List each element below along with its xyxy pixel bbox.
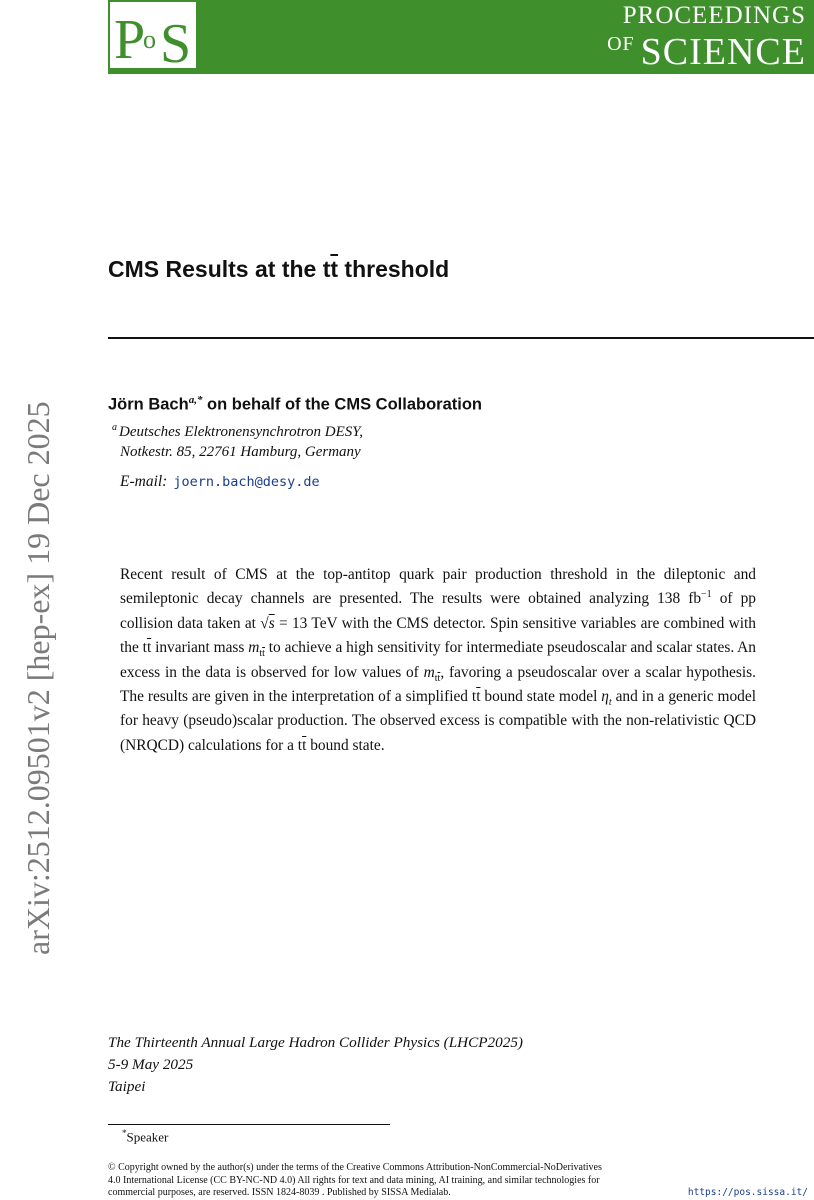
science-label: SCIENCE [640, 31, 806, 73]
abstract-text: Recent result of CMS at the top-antitop quark pair production threshold in the dileptonic and semileptonic decay channels are presented. The results were obtained analyzing 138 fb [120, 566, 756, 608]
abstract-sub-t: t [434, 672, 438, 684]
abstract-tbar: $\overline{t}$ [476, 688, 481, 706]
abstract-text: bound state model [480, 688, 602, 706]
abstract-text: to achieve a high sensitivity for intermediate pseudoscalar and scalar states. An excess in the data is observed for low values of [120, 639, 756, 681]
paper-title [108, 256, 449, 283]
logo-letter-o: o [143, 25, 156, 54]
abstract-math-s: s [268, 614, 275, 632]
email-label: E-mail: [120, 473, 168, 490]
title-divider [108, 337, 814, 339]
footnote-text: Speaker [126, 1129, 169, 1145]
affiliation-line-1 [112, 422, 363, 441]
conference-dates: 5-9 May 2025 [108, 1056, 194, 1073]
conference-place: Taipei [108, 1078, 146, 1095]
abstract-text: of pp collision data taken at [120, 590, 756, 632]
abstract-sub-tbar: t [437, 672, 441, 684]
email-link[interactable]: joern.bach@desy.de [173, 474, 320, 490]
abstract-tbar: $\overline{t}$ [146, 639, 152, 657]
pos-url-link[interactable]: https://pos.sissa.it/ [687, 1187, 808, 1198]
of-label: OF [607, 33, 635, 55]
abstract-tbar: $\overline{t}$ [302, 736, 307, 754]
affiliation-line-2: Notkestr. 85, 22761 Hamburg, Germany [120, 444, 361, 460]
abstract-math-m: m [423, 663, 435, 681]
abstract-sub-tbar: t [262, 648, 265, 660]
author-name: Jörn Bach [108, 395, 189, 414]
title-tbar: $\overline{t}$ [330, 256, 339, 282]
logo-letter-s: S [160, 13, 192, 68]
title-part-2: threshold [338, 256, 450, 282]
abstract-math-m: m [248, 639, 260, 657]
pos-logo [108, 0, 198, 70]
email-line [120, 473, 320, 491]
author-marks: a,* [188, 394, 203, 406]
affiliation-mark: a [112, 422, 117, 433]
footnote-divider [108, 1124, 390, 1125]
logo-letter-p: P [114, 9, 146, 68]
abstract-sub-t: t [259, 648, 263, 660]
abstract-text: invariant mass [151, 639, 249, 657]
sqrt-symbol: √ [260, 614, 269, 632]
abstract-text: and in a generic model for heavy (pseudo)scalar production. The observed excess is compatible with the non-relativistic QCD (NRQCD) calculations for a t [120, 688, 756, 754]
abstract-math-eta: η [601, 688, 609, 706]
affiliation-institute: Deutsches Elektronensynchrotron DESY, [119, 424, 363, 440]
title-part-1: CMS Results at the t [108, 256, 331, 282]
abstract-text: , favoring a pseudoscalar over a scalar hypothesis. The results are given in the interpretation of a simplified t [120, 663, 756, 706]
arxiv-stamp: arXiv:2512.09501v2 [hep-ex] 19 Dec 2025 [20, 401, 56, 955]
author-collab: on behalf of the CMS Collaboration [202, 395, 483, 414]
footnote-mark: * [122, 1128, 127, 1138]
conference-info [108, 1032, 523, 1098]
copyright-notice: © Copyright owned by the author(s) under the terms of the Creative Commons Attribution-NonCommercial-NoDerivatives 4.0 International License (CC BY-NC-ND 4.0) All rights for text and data mining, AI training, and similar technologies for commercial purposes, are reserved. ISSN 1824-8039 . Published by SISSA Medialab. [108, 1162, 602, 1198]
footnote [122, 1128, 168, 1145]
proceedings-label: PROCEEDINGS [622, 2, 806, 29]
abstract [120, 563, 756, 758]
abstract-sup: −1 [701, 589, 712, 601]
author-line [108, 394, 482, 415]
abstract-text: = 13 TeV with the CMS detector. Spin sensitive variables are combined with the t [120, 614, 756, 657]
conference-name: The Thirteenth Annual Large Hadron Collider Physics (LHCP2025) [108, 1034, 523, 1051]
pos-logo-mark [110, 2, 196, 68]
abstract-text: bound state. [306, 736, 385, 754]
abstract-eta-sub: t [608, 697, 612, 709]
of-science-label [607, 30, 806, 74]
